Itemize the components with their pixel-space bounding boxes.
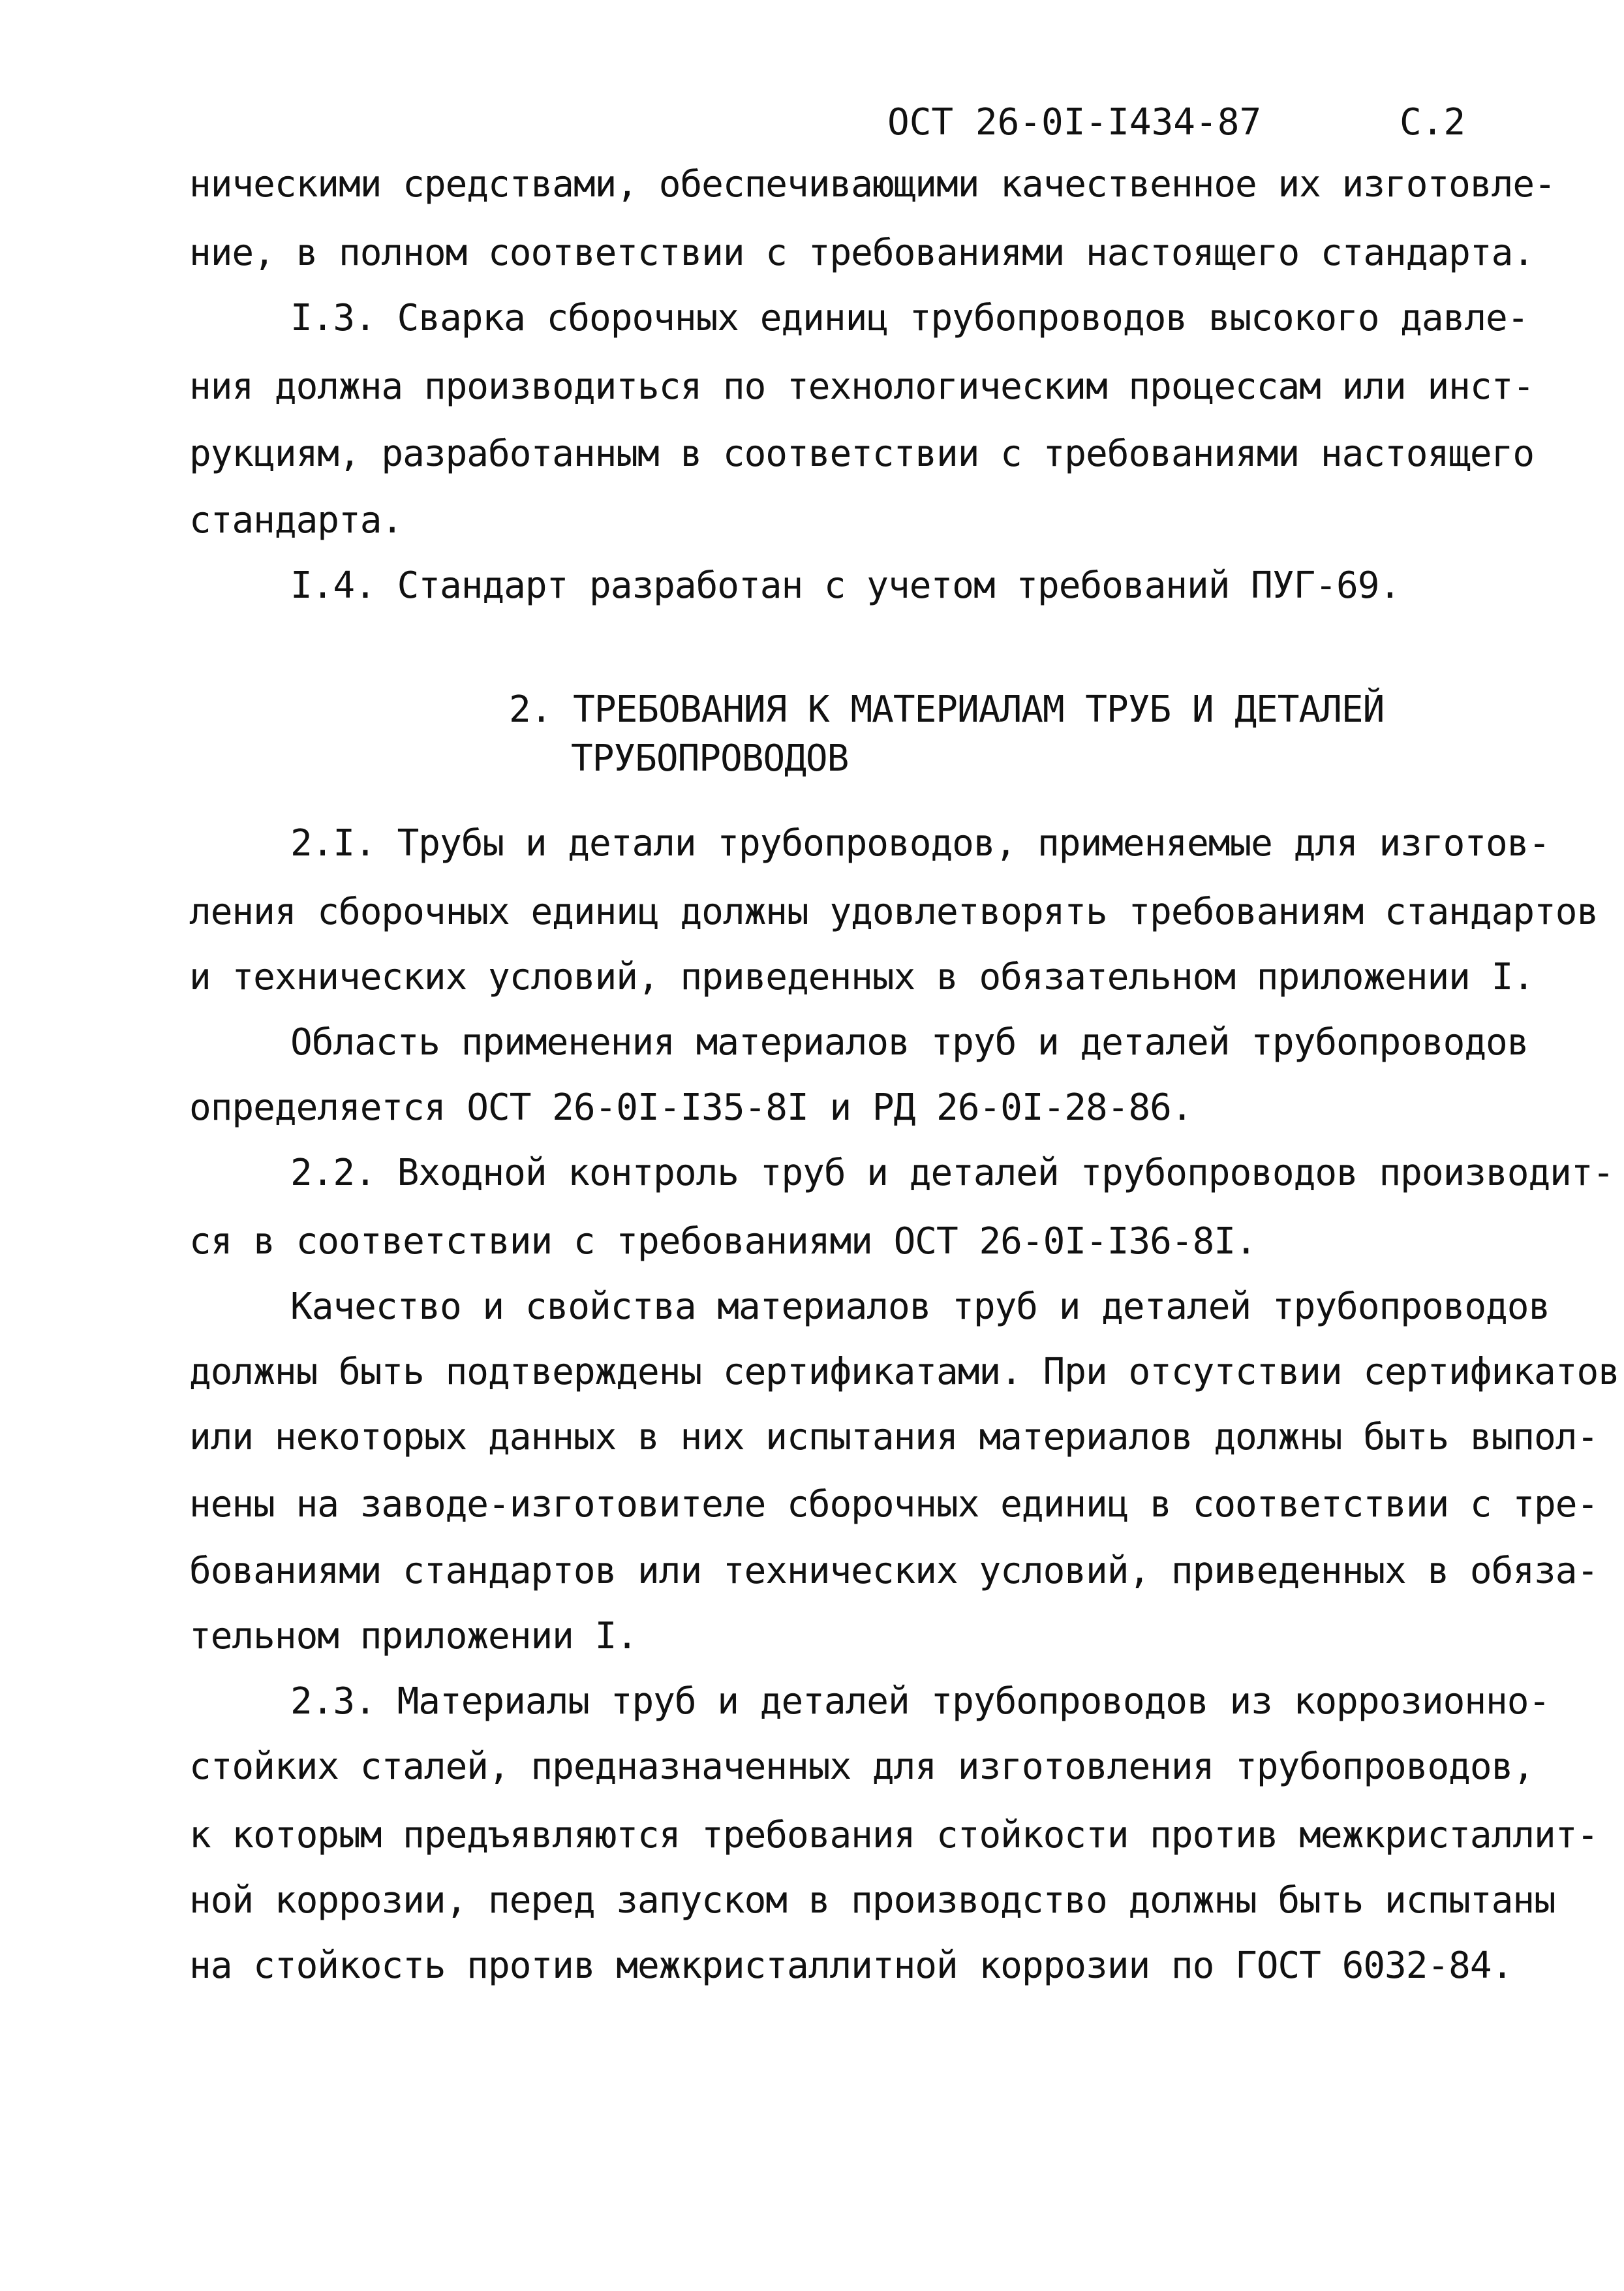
text-line: на стойкость против межкристаллитной коррозии по ГОСТ 6032-84. bbox=[189, 1945, 1513, 1987]
text-line: ния должна производиться по технологическим процессам или инст- bbox=[189, 365, 1535, 408]
text-line: ническими средствами, обеспечивающими качественное их изготовле- bbox=[189, 163, 1555, 206]
text-line: или некоторых данных в них испытания материалов должны быть выпол- bbox=[189, 1416, 1599, 1458]
text-line: тельном приложении I. bbox=[189, 1615, 638, 1657]
text-line: 2.3. Материалы труб и деталей трубопроводов из коррозионно- bbox=[290, 1680, 1550, 1723]
text-line: Качество и свойства материалов труб и деталей трубопроводов bbox=[290, 1285, 1550, 1328]
text-line: к которым предъявляются требования стойкости против межкристаллит- bbox=[189, 1814, 1599, 1856]
text-line: стандарта. bbox=[189, 499, 403, 542]
text-line: стойких сталей, предназначенных для изготовления трубопроводов, bbox=[189, 1745, 1535, 1788]
text-line: рукциям, разработанным в соответствии с требованиями настоящего bbox=[189, 433, 1535, 475]
section-heading: ТРУБОПРОВОДОВ bbox=[571, 737, 849, 780]
document-number: ОСТ 26-0I-I434-87 bbox=[887, 101, 1262, 144]
text-line: ся в соответствии с требованиями ОСТ 26-0I-I36-8I. bbox=[189, 1220, 1257, 1263]
section-heading: 2. ТРЕБОВАНИЯ К МАТЕРИАЛАМ ТРУБ И ДЕТАЛЕЙ bbox=[509, 688, 1385, 731]
text-line: ной коррозии, перед запуском в производство должны быть испытаны bbox=[189, 1879, 1555, 1922]
text-line: I.4. Стандарт разработан с учетом требований ПУГ-69. bbox=[290, 564, 1401, 607]
text-line: Область применения материалов труб и деталей трубопроводов bbox=[290, 1021, 1529, 1064]
text-line: нены на заводе-изготовителе сборочных единиц в соответствии с тре- bbox=[189, 1483, 1599, 1526]
text-line: ние, в полном соответствии с требованиями настоящего стандарта. bbox=[189, 232, 1535, 274]
text-line: и технических условий, приведенных в обязательном приложении I. bbox=[189, 956, 1535, 998]
text-line: 2.2. Входной контроль труб и деталей трубопроводов производит- bbox=[290, 1152, 1614, 1194]
text-line: 2.I. Трубы и детали трубопроводов, применяемые для изготов- bbox=[290, 822, 1550, 865]
text-line: должны быть подтверждены сертификатами. При отсутствии сертификатов bbox=[189, 1351, 1619, 1393]
text-line: бованиями стандартов или технических условий, приведенных в обяза- bbox=[189, 1550, 1599, 1592]
text-line: определяется ОСТ 26-0I-I35-8I и РД 26-0I-28-86. bbox=[189, 1086, 1193, 1129]
text-line: ления сборочных единиц должны удовлетворять требованиям стандартов bbox=[189, 891, 1599, 933]
page-number: С.2 bbox=[1400, 101, 1466, 144]
text-line: I.3. Сварка сборочных единиц трубопроводов высокого давле- bbox=[290, 297, 1529, 339]
